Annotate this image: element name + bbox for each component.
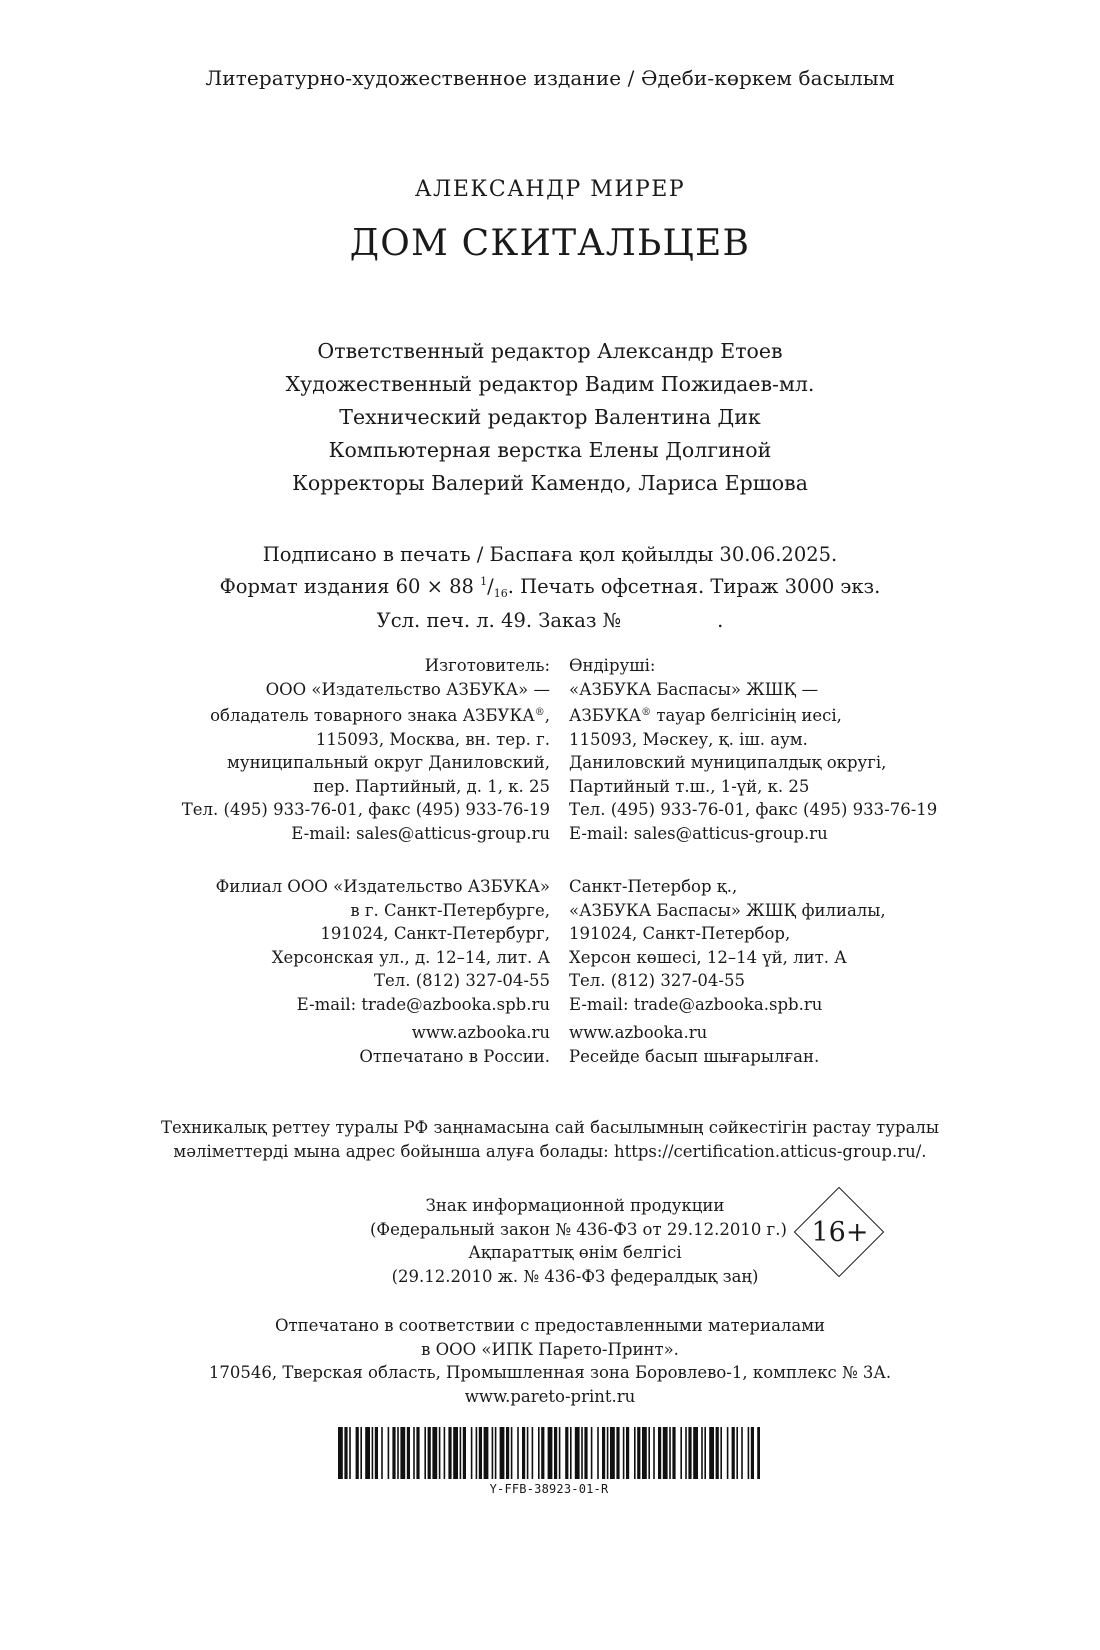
format-line: Формат издания 60 × 88 $^1/_{16}$. Печать офсетная. Тираж 3000 экз.: [219, 575, 881, 600]
book-title: ДОМ СКИТАЛЬЦЕВ: [349, 223, 751, 264]
edition-type: Литературно-художественное издание / Әдеби-көркем басылым: [205, 66, 895, 90]
branch-line: в г. Санкт-Петербурге,: [350, 900, 550, 920]
barcode-bar: [479, 1427, 482, 1479]
print-info: [0, 541, 1100, 634]
barcode-bar: [626, 1427, 629, 1479]
address-line: 115093, Москва, вн. тер. г.: [315, 729, 550, 749]
branch-line: Филиал ООО «Издательство АЗБУКА»: [215, 877, 550, 896]
address-line: Даниловский муниципалдық округі,: [569, 753, 887, 772]
barcode-bar: [365, 1427, 370, 1479]
barcode-bar: [648, 1427, 650, 1479]
age-info-line: Ақпараттық өнім белгісі: [468, 1243, 682, 1262]
barcode-bar: [693, 1427, 698, 1479]
credit-line: Ответственный редактор Александр Етоев: [317, 339, 783, 363]
barcode-bar: [381, 1427, 383, 1479]
barcode-bar: [397, 1427, 399, 1479]
barcode-bar: [500, 1427, 505, 1479]
barcode-bar: [413, 1427, 415, 1479]
printer-line: www.pareto-print.ru: [464, 1386, 636, 1406]
age-rating-badge: [793, 1186, 887, 1280]
branch-line: Херсонская ул., д. 12–14, лит. А: [271, 947, 550, 967]
barcode-bar: [375, 1427, 378, 1479]
trademark-line: АЗБУКА® тауар белгісінің иесі,: [569, 706, 842, 725]
barcode-bar: [597, 1427, 599, 1479]
barcode-bar: [432, 1427, 437, 1479]
barcode-bar: [720, 1427, 722, 1479]
publisher-name: ООО «Издательство АЗБУКА» —: [265, 679, 550, 699]
credit-line: Компьютерная верстка Елены Долгиной: [328, 438, 772, 462]
phone-line: Тел. (495) 933-76-01, факс (495) 933-76-19: [569, 800, 938, 819]
printer-line: 170546, Тверская область, Промышленная зона Боровлево-1, комплекс № 3А.: [208, 1363, 892, 1382]
barcode-bar: [669, 1427, 671, 1479]
manufacturer-ru: [182, 654, 550, 845]
barcode-bar: [741, 1427, 743, 1479]
certification-line: мәліметтерді мына адрес бойынша алуға болады: https://certification.atticus-group.ru/.: [173, 1141, 927, 1161]
barcode-bar: [349, 1427, 351, 1479]
barcode-id: Y-FFB-38923-01-R: [489, 1482, 609, 1496]
barcode-bar: [607, 1427, 609, 1479]
barcode-bar: [463, 1427, 466, 1479]
branch-line: E-mail: trade@azbooka.spb.ru: [296, 994, 550, 1014]
barcode-bar: [559, 1427, 561, 1479]
certification-line: Техникалық реттеу туралы РФ заңнамасына сай басылымның сәйкестігін растау туралы: [160, 1118, 940, 1137]
manufacturer-label: Изготовитель:: [424, 656, 550, 675]
barcode-bar: [581, 1427, 583, 1479]
age-info-line: (29.12.2010 ж. № 436-ФЗ федералдық заң): [391, 1266, 759, 1286]
barcode-bar: [634, 1427, 636, 1479]
footer-kz: [569, 1021, 819, 1068]
website-link: www.azbooka.ru: [411, 1023, 550, 1042]
barcode-bar: [338, 1427, 343, 1479]
branch-line: Херсон көшесі, 12–14 үй, лит. А: [569, 947, 847, 967]
printed-in-russia-kz: Ресейде басып шығарылған.: [569, 1046, 820, 1066]
manufacturer-label: Өндіруші:: [569, 656, 656, 675]
age-info-line: (Федеральный закон № 436-ФЗ от 29.12.2010 г.): [370, 1219, 787, 1239]
barcode-bar: [428, 1427, 431, 1479]
printer-info: [0, 1314, 1100, 1408]
barcode-bar: [392, 1427, 395, 1479]
barcode-bar: [448, 1427, 451, 1479]
barcode-bar: [522, 1427, 525, 1479]
address-line: муниципальный округ Даниловский,: [227, 753, 550, 772]
barcode-bar: [453, 1427, 458, 1479]
barcode-bar: [591, 1427, 593, 1479]
email-line: E-mail: sales@atticus-group.ru: [291, 823, 550, 843]
credit-line: Технический редактор Валентина Дик: [339, 405, 761, 429]
age-rating-label: 16+: [811, 1217, 869, 1248]
barcode-bar: [701, 1427, 703, 1479]
barcode-bar: [548, 1427, 553, 1479]
signed-date: Подписано в печать / Баспаға қол қойылды 30.06.2025.: [262, 543, 838, 566]
barcode-bar: [716, 1427, 719, 1479]
barcode-bar: [688, 1427, 691, 1479]
address-line: Партийный т.ш., 1-үй, к. 25: [569, 776, 810, 796]
trademark-line: обладатель товарного знака АЗБУКА®,: [210, 706, 550, 725]
barcode-bar: [444, 1427, 446, 1479]
barcode-bar: [527, 1427, 529, 1479]
barcode-bar: [439, 1427, 441, 1479]
author-name: АЛЕКСАНДР МИРЕР: [414, 177, 686, 202]
age-info-line: Знак информационной продукции: [425, 1196, 725, 1215]
barcode-bar: [541, 1427, 544, 1479]
branch-kz: [569, 875, 886, 1016]
certification-notice: [0, 1116, 1100, 1163]
barcode-bar: [356, 1427, 359, 1479]
sheets-order-line: Усл. печ. л. 49. Заказ № .: [376, 609, 724, 632]
barcode-bar: [757, 1427, 760, 1479]
barcode-bar: [704, 1427, 706, 1479]
barcode-bar: [680, 1427, 682, 1479]
barcode-bar: [517, 1427, 519, 1479]
barcode-bar: [732, 1427, 735, 1479]
barcode-bar: [748, 1427, 750, 1479]
publisher-name: «АЗБУКА Баспасы» ЖШҚ —: [569, 679, 819, 699]
barcode-bar: [610, 1427, 615, 1479]
phone-line: Тел. (495) 933-76-01, факс (495) 933-76-19: [181, 800, 550, 819]
branch-line: Тел. (812) 327-04-55: [374, 971, 550, 990]
email-line: E-mail: sales@atticus-group.ru: [569, 823, 828, 843]
barcode-bar: [476, 1427, 478, 1479]
barcode-bar: [344, 1427, 347, 1479]
branch-line: Санкт-Петербор қ.,: [569, 877, 738, 896]
branch-ru: [216, 875, 550, 1016]
barcode-bar: [751, 1427, 754, 1479]
barcode-bar: [672, 1427, 675, 1479]
barcode-bar: [460, 1427, 462, 1479]
credit-line: Художественный редактор Вадим Пожидаев-мл.: [285, 372, 815, 396]
website-link: www.azbooka.ru: [569, 1023, 708, 1042]
barcode-bar: [372, 1427, 374, 1479]
branch-line: «АЗБУКА Баспасы» ЖШҚ филиалы,: [569, 900, 886, 920]
barcode-bar: [685, 1427, 687, 1479]
barcode-bar: [642, 1427, 647, 1479]
barcode: [338, 1427, 760, 1479]
barcode-bar: [538, 1427, 540, 1479]
barcode-bar: [484, 1427, 489, 1479]
credits-block: [0, 335, 1100, 500]
barcode-bar: [506, 1427, 509, 1479]
barcode-bar: [584, 1427, 587, 1479]
barcode-bar: [623, 1427, 625, 1479]
printer-line: в ООО «ИПК Парето-Принт».: [421, 1339, 679, 1359]
barcode-bar: [602, 1427, 605, 1479]
barcode-bar: [471, 1427, 473, 1479]
manufacturer-kz: [569, 654, 937, 845]
barcode-bar: [424, 1427, 426, 1479]
barcode-bar: [575, 1427, 580, 1479]
credit-line: Корректоры Валерий Камендо, Лариса Ершова: [292, 471, 808, 495]
barcode-bar: [616, 1427, 619, 1479]
barcode-bar: [727, 1427, 729, 1479]
barcode-bar: [388, 1427, 390, 1479]
branch-line: Тел. (812) 327-04-55: [569, 971, 745, 990]
branch-line: E-mail: trade@azbooka.spb.ru: [569, 994, 823, 1014]
branch-line: 191024, Санкт-Петербор,: [569, 924, 791, 943]
barcode-bar: [653, 1427, 655, 1479]
address-line: пер. Партийный, д. 1, к. 25: [313, 776, 550, 796]
barcode-bar: [570, 1427, 572, 1479]
barcode-bar: [416, 1427, 419, 1479]
address-line: 115093, Мәскеу, қ. іш. аум.: [569, 729, 808, 749]
barcode-bar: [709, 1427, 714, 1479]
barcode-bar: [492, 1427, 494, 1479]
barcode-bar: [400, 1427, 405, 1479]
barcode-bar: [511, 1427, 513, 1479]
barcode-bar: [407, 1427, 410, 1479]
barcode-bar: [565, 1427, 568, 1479]
barcode-bar: [637, 1427, 640, 1479]
age-info: [370, 1194, 787, 1288]
barcode-bar: [495, 1427, 497, 1479]
barcode-bar: [736, 1427, 738, 1479]
footer-ru: [359, 1021, 550, 1068]
barcode-bar: [360, 1427, 362, 1479]
printed-in-russia: Отпечатано в России.: [359, 1046, 550, 1066]
branch-line: 191024, Санкт-Петербург,: [320, 924, 550, 943]
barcode-bar: [663, 1427, 668, 1479]
barcode-bar: [532, 1427, 534, 1479]
barcode-bar: [554, 1427, 557, 1479]
printer-line: Отпечатано в соответствии с предоставленными материалами: [274, 1316, 826, 1335]
barcode-bar: [658, 1427, 661, 1479]
